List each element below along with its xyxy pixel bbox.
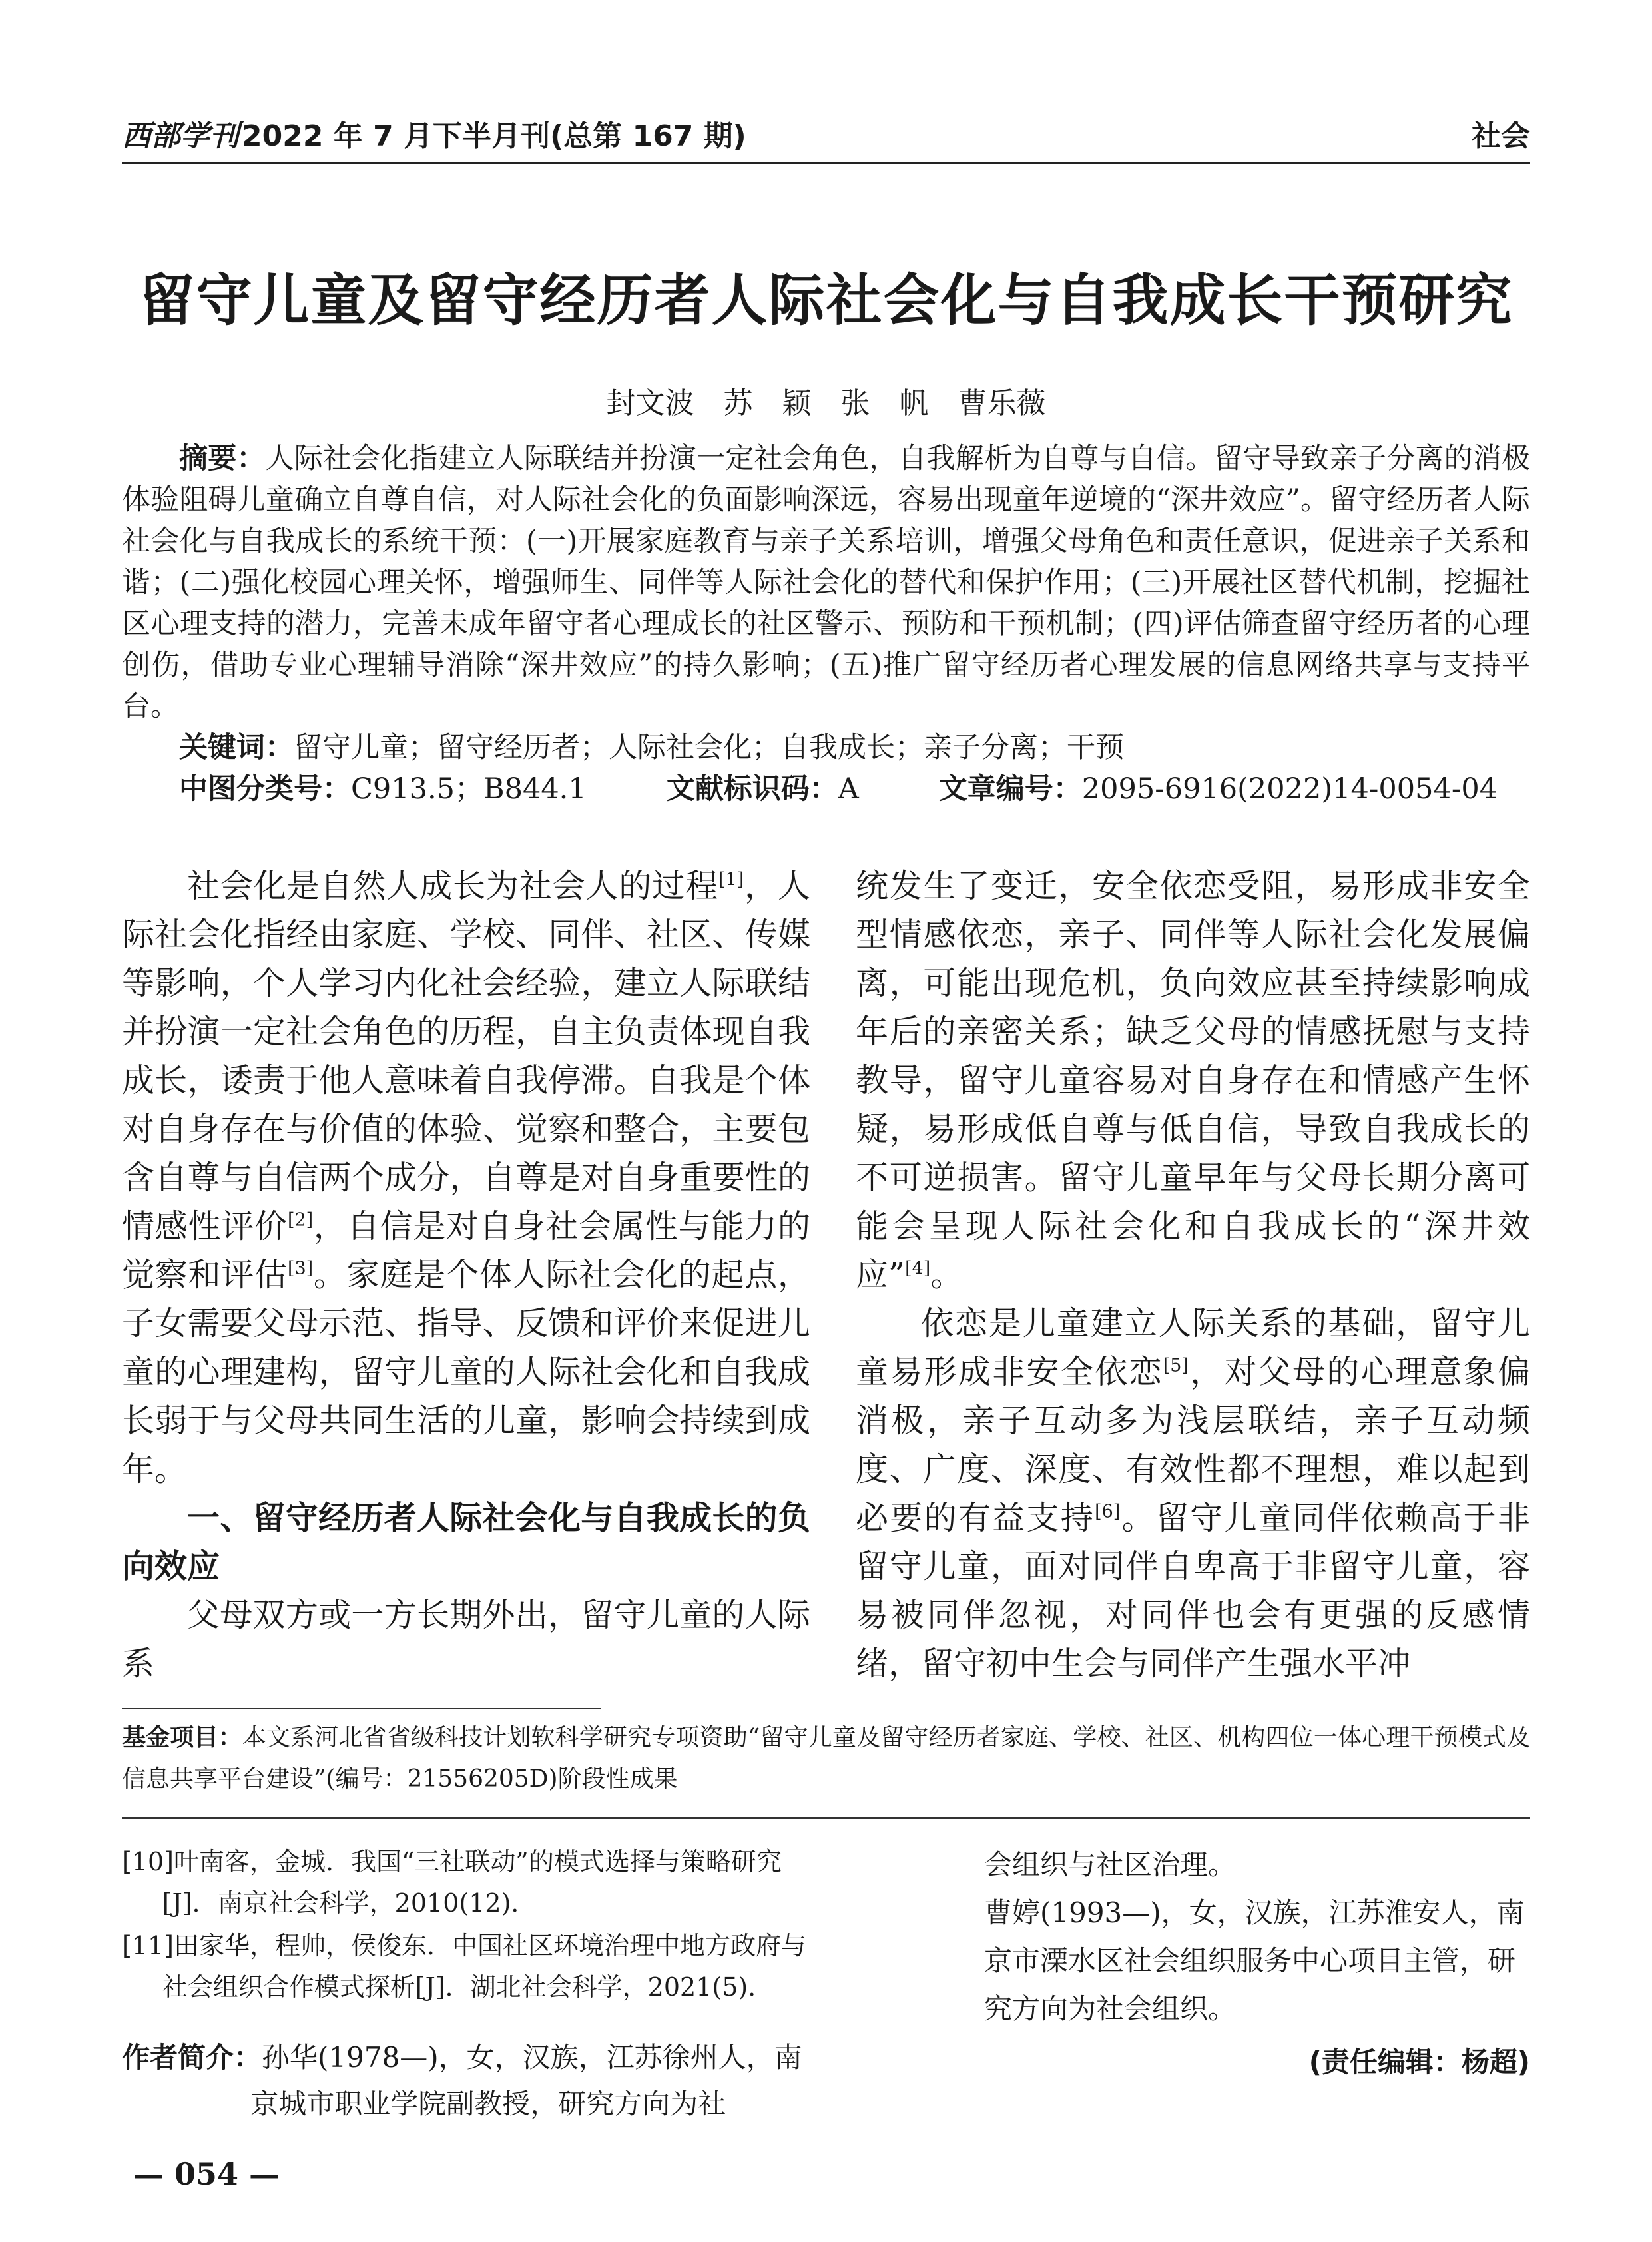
body-right-column xyxy=(856,862,1530,1688)
citation: [2] xyxy=(287,1209,314,1231)
lower-left-column xyxy=(122,1841,808,2127)
journal-logo: 西部学刊 xyxy=(122,119,239,153)
header-rule xyxy=(122,162,1530,164)
abstract: 摘要：人际社会化指建立人际联结并扮演一定社会角色，自我解析为自尊与自信。留守导致亲子分离的消极体验阻碍儿童确立自尊自信，对人际社会化的负面影响深远，容易出现童年逆境的“深井效应”。留守经历者人际社会化与自我成长的系统干预：(一)开展家庭教育与亲子关系培训，增强父母角色和责任意识，促进亲子关系和谐；(二)强化校园心理关怀，增强师生、同伴等人际社会化的替代和保护作用；(三)开展社区替代机制，挖掘社区心理支持的潜力，完善未成年留守者心理成长的社区警示、预防和干预机制；(四)评估筛查留守经历者的心理创伤，借助专业心理辅导消除“深井效应”的持久影响；(五)推广留守经历者心理发展的信息网络共享与支持平台。 xyxy=(122,442,1531,723)
responsible-editor: (责任编辑：杨超) xyxy=(1308,2046,1530,2078)
citation: [4] xyxy=(905,1258,931,1279)
authors: 封文波 苏 颖 张 帆 曹乐薇 xyxy=(606,386,1046,420)
author-bio-continued: 会组织与社区治理。 曹婷(1993—)，女，汉族，江苏淮安人，南京市溧水区社会组织服务中心项目主管，研究方向为社会组织。 (责任编辑：杨超) xyxy=(984,1841,1530,2086)
paragraph: 统发生了变迁，安全依恋受阻，易形成非安全型情感依恋，亲子、同伴等人际社会化发展偏离，可能出现危机，负向效应甚至持续影响成年后的亲密关系；缺乏父母的情感抚慰与支持教导，留守儿童容易对自身存在和情感产生怀疑，易形成低自尊与低自信，导致自我成长的不可逆损害。留守儿童早年与父母长期分离可能会呈现人际社会化和自我成长的“深井效应”[4]。 xyxy=(856,867,1530,1294)
references xyxy=(122,1841,808,2008)
journal-issue: 西部学刊2022 年 7 月下半月刊(总第 167 期) xyxy=(122,119,746,153)
reference-item: [10]叶南客，金城．我国“三社联动”的模式选择与策略研究[J]．南京社会科学，2010(12)． xyxy=(122,1847,782,1918)
paragraph: 父母双方或一方长期外出，留守儿童的人际系 xyxy=(122,1596,810,1683)
citation: [6] xyxy=(1095,1501,1121,1522)
lower-columns xyxy=(122,1841,1530,2127)
citation: [1] xyxy=(718,869,744,890)
paragraph: 社会化是自然人成长为社会人的过程[1]，人际社会化指经由家庭、学校、同伴、社区、传媒等影响，个人学习内化社会经验，建立人际联结并扮演一定社会角色的历程，自主负责体现自我成长，诿责于他人意味着自我停滞。自我是个体对自身存在与价值的体验、觉察和整合，主要包含自尊与自信两个成分，自尊是对自身重要性的情感性评价[2]，自信是对自身社会属性与能力的觉察和评估[3]。家庭是个体人际社会化的起点，子女需要父母示范、指导、反馈和评价来促进儿童的心理建构，留守儿童的人际社会化和自我成长弱于与父母共同生活的儿童，影响会持续到成年。 xyxy=(122,867,810,1488)
reference-item: [11]田家华，程帅，侯俊东．中国社区环境治理中地方政府与社会组织合作模式探析[J]．湖北社会科学，2021(5)． xyxy=(122,1931,807,2002)
keywords: 关键词：留守儿童；留守经历者；人际社会化；自我成长；亲子分离；干预 xyxy=(179,731,1124,764)
classification-row: 中图分类号：C913.5；B844.1 文献标识码：A 文章编号：2095-6916(2022)14-0054-04 xyxy=(179,772,1498,806)
footnote-rule xyxy=(122,1708,601,1709)
article-title: 留守儿童及留守经历者人际社会化与自我成长干预研究 xyxy=(138,267,1514,333)
fund-note: 基金项目：本文系河北省省级科技计划软科学研究专项资助“留守儿童及留守经历者家庭、学校、社区、机构四位一体心理干预模式及信息共享平台建设”(编号：21556205D)阶段性成果 xyxy=(122,1724,1530,1793)
author-bio: 作者简介：孙华(1978—)，女，汉族，江苏徐州人，南 京城市职业学院副教授，研究方向为社 xyxy=(122,2041,802,2120)
section-heading: 一、留守经历者人际社会化与自我成长的负向效应 xyxy=(122,1499,810,1585)
page-number: — 054 — xyxy=(133,2156,280,2192)
body-left-column xyxy=(122,862,810,1688)
divider-rule xyxy=(122,1817,1530,1819)
citation: [5] xyxy=(1163,1355,1189,1376)
running-header xyxy=(122,117,1530,156)
citation: [3] xyxy=(287,1258,314,1279)
section-label: 社会 xyxy=(1472,119,1530,153)
abstract-block xyxy=(122,438,1530,810)
paragraph: 依恋是儿童建立人际关系的基础，留守儿童易形成非安全依恋[5]，对父母的心理意象偏消极，亲子互动多为浅层联结，亲子互动频度、广度、深度、有效性都不理想，难以起到必要的有益支持[6]。留守儿童同伴依赖高于非留守儿童，面对同伴自卑高于非留守儿童，容易被同伴忽视，对同伴也会有更强的反感情绪，留守初中生会与同伴产生强水平冲 xyxy=(856,1304,1530,1683)
body-columns xyxy=(122,862,1530,1688)
